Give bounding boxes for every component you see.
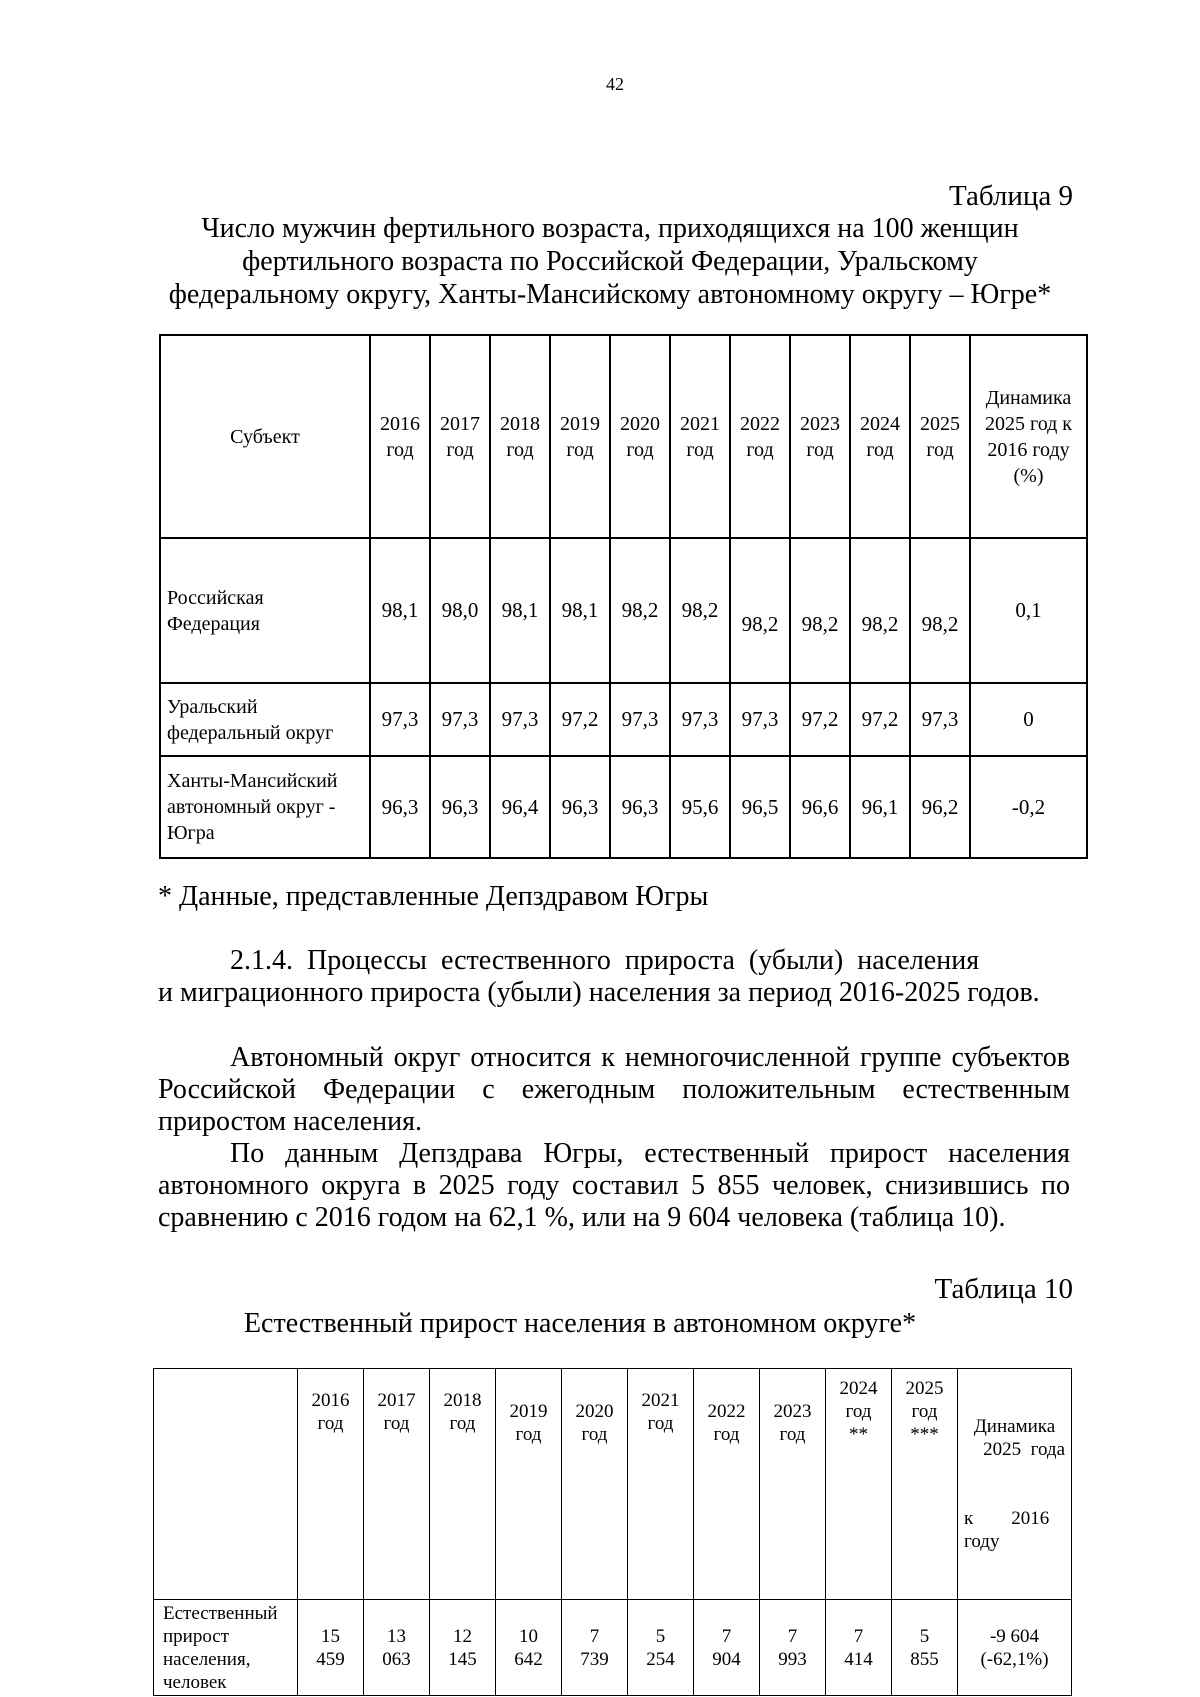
table-cell: 98,1 [370,538,430,683]
header-year-2020: 2020 год [562,1369,628,1600]
title-line: федеральному округу, Ханты-Мансийскому автономному округу – Югре* [168,279,1052,310]
table-10-caption: Таблица 10 [934,1273,1073,1305]
table-row [154,1600,1072,1696]
title-line: Число мужчин фертильного возраста, приходящихся на 100 женщин [201,213,1019,244]
table-cell: 15 459 [298,1600,364,1696]
header-empty [154,1369,298,1600]
table-row [160,756,1087,858]
header-year-2021: 2021 год [628,1369,694,1600]
table-cell: 97,3 [610,683,670,756]
table-cell: 98,1 [550,538,610,683]
table-cell: 96,3 [430,756,490,858]
header-year-2019: 2019 год [550,335,610,538]
header-year-2016: 2016 год [298,1369,364,1600]
table-cell: 98,2 [910,538,970,683]
table-9-footnote: * Данные, представленные Депздравом Югры [158,881,709,912]
header-year-2025: 2025 год [910,335,970,538]
row-subject: Уральский федеральный округ [160,683,370,756]
table-cell: 97,2 [850,683,910,756]
table-cell: 98,2 [730,538,790,683]
table-cell: 10 642 [496,1600,562,1696]
table-row [160,538,1087,683]
table-cell: 96,3 [370,756,430,858]
table-cell: 0 [970,683,1087,756]
table-9-title [150,212,1070,311]
row-subject: Естественный прирост населения, человек [154,1600,298,1696]
table-cell: 96,4 [490,756,550,858]
section-heading-line: 2.1.4. Процессы естественного прироста (убыли) населения [230,945,980,976]
table-cell: 5 254 [628,1600,694,1696]
table-cell: 98,0 [430,538,490,683]
table-cell: 97,3 [730,683,790,756]
table-row [160,683,1087,756]
table-cell: 96,5 [730,756,790,858]
table-cell: -0,2 [970,756,1087,858]
table-cell: -9 604 (-62,1%) [958,1600,1072,1696]
table-cell: 98,2 [790,538,850,683]
section-heading-line: и миграционного прироста (убыли) населения за период 2016-2025 годов. [158,977,1040,1008]
table-cell: 97,2 [550,683,610,756]
header-year-2023: 2023 год [790,335,850,538]
table-9-caption: Таблица 9 [948,180,1073,212]
table-10 [153,1368,1072,1696]
table-cell: 98,1 [490,538,550,683]
header-year-2024: 2024 год [850,335,910,538]
table-10-title: Естественный прирост населения в автономном округе* [243,1308,917,1339]
title-line: фертильного возраста по Российской Федерации, Уральскому [242,246,978,277]
table-cell: 13 063 [364,1600,430,1696]
table-cell: 98,2 [610,538,670,683]
header-year-2025: 2025 год *** [892,1369,958,1600]
header-year-2020: 2020 год [610,335,670,538]
header-year-2024: 2024 год ** [826,1369,892,1600]
header-year-2017: 2017 год [430,335,490,538]
table-cell: 97,3 [910,683,970,756]
header-year-2019: 2019 год [496,1369,562,1600]
row-subject: Ханты-Мансийский автономный округ - Югра [160,756,370,858]
table-cell: 97,3 [430,683,490,756]
header-year-2023: 2023 год [760,1369,826,1600]
table-cell: 7 993 [760,1600,826,1696]
table-cell: 97,3 [670,683,730,756]
table-cell: 0,1 [970,538,1087,683]
table-cell: 97,2 [790,683,850,756]
table-10-header-row [154,1369,1072,1600]
header-year-2022: 2022 год [694,1369,760,1600]
header-year-2018: 2018 год [490,335,550,538]
table-cell: 98,2 [850,538,910,683]
table-cell: 96,6 [790,756,850,858]
page-number: 42 [606,74,624,94]
header-dynamics: Динамика 2025 год к 2016 году (%) [970,335,1087,538]
table-cell: 96,3 [610,756,670,858]
table-cell: 96,1 [850,756,910,858]
table-cell: 98,2 [670,538,730,683]
section-heading [158,945,1070,1009]
header-year-2016: 2016 год [370,335,430,538]
header-year-2017: 2017 год [364,1369,430,1600]
table-cell: 7 904 [694,1600,760,1696]
table-cell: 97,3 [370,683,430,756]
row-subject: Российская Федерация [160,538,370,683]
table-cell: 7 414 [826,1600,892,1696]
header-subject: Субъект [160,335,370,538]
table-cell: 96,2 [910,756,970,858]
table-cell: 96,3 [550,756,610,858]
table-cell: 5 855 [892,1600,958,1696]
header-dynamics: Динамика 2025 года к 2016 году [958,1369,1072,1600]
table-9-header-row [160,335,1087,538]
table-cell: 97,3 [490,683,550,756]
header-year-2018: 2018 год [430,1369,496,1600]
paragraph: По данным Депздрава Югры, естественный прирост населения автономного округа в 2025 году составил 5 855 человек, снизившись по сравнению с 2016 годом на 62,1 %, или на 9 604 человека (таблица 10). [158,1138,1070,1233]
header-year-2021: 2021 год [670,335,730,538]
table-cell: 7 739 [562,1600,628,1696]
table-cell: 12 145 [430,1600,496,1696]
table-9 [159,334,1088,859]
paragraph: Автономный округ относится к немногочисленной группе субъектов Российской Федерации с ежегодным положительным естественным приростом населения. [158,1042,1070,1137]
header-year-2022: 2022 год [730,335,790,538]
table-cell: 95,6 [670,756,730,858]
